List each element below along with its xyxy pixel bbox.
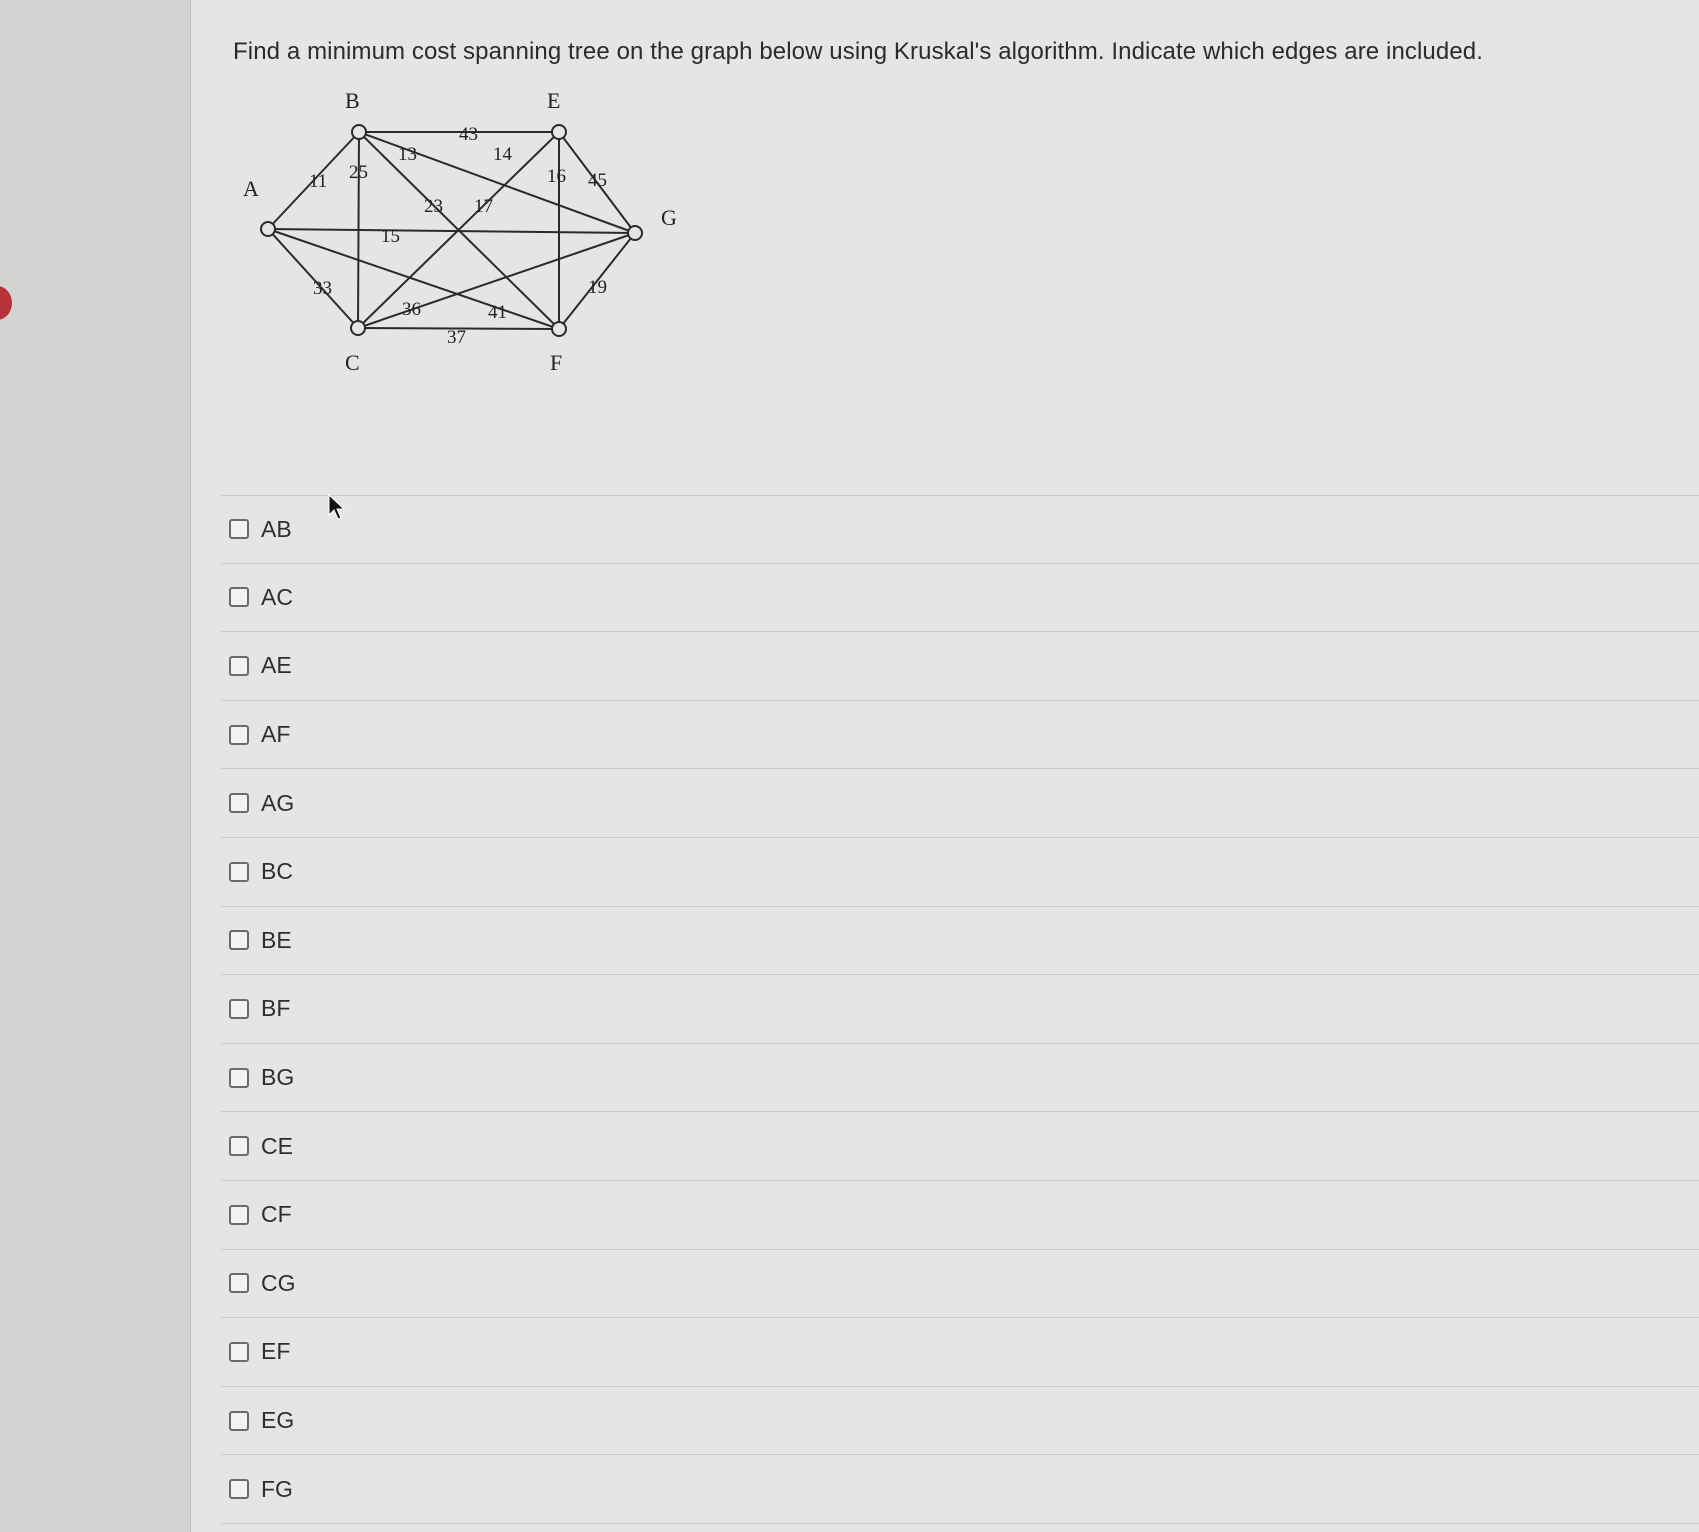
option-ef[interactable] — [221, 1318, 1699, 1387]
option-label: CE — [261, 1132, 293, 1159]
checkbox-ab[interactable] — [229, 519, 249, 539]
left-gutter — [0, 0, 191, 1532]
question-text: Find a minimum cost spanning tree on the graph below using Kruskal's algorithm. Indicate which edges are included. — [233, 38, 1483, 65]
edge-label-45: 45 — [588, 170, 607, 191]
checkbox-ce[interactable] — [229, 1136, 249, 1156]
option-label: AE — [261, 652, 292, 679]
checkbox-cf[interactable] — [229, 1205, 249, 1225]
vertex-A-dot — [261, 222, 275, 236]
checkbox-bc[interactable] — [229, 862, 249, 882]
option-label: CF — [261, 1201, 292, 1228]
option-label: BE — [261, 926, 292, 953]
option-eg[interactable] — [221, 1387, 1699, 1456]
edge-label-43: 43 — [459, 124, 478, 145]
graph-diagram — [231, 80, 911, 400]
option-ab[interactable] — [221, 495, 1699, 564]
checkbox-ef[interactable] — [229, 1342, 249, 1362]
mouse-cursor-icon — [328, 494, 346, 520]
option-be[interactable] — [221, 907, 1699, 976]
checkbox-eg[interactable] — [229, 1411, 249, 1431]
option-ce[interactable] — [221, 1112, 1699, 1181]
edge-label-41: 41 — [488, 302, 507, 323]
vertex-G-dot — [628, 226, 642, 240]
option-fg[interactable] — [221, 1455, 1699, 1524]
edge-label-14: 14 — [493, 144, 512, 165]
option-label: EG — [261, 1407, 295, 1434]
edge-label-36: 36 — [402, 299, 421, 320]
vertex-label-A: A — [243, 176, 259, 201]
checkbox-be[interactable] — [229, 930, 249, 950]
checkbox-bg[interactable] — [229, 1068, 249, 1088]
option-bc[interactable] — [221, 838, 1699, 907]
option-label: CG — [261, 1269, 296, 1296]
option-label: AG — [261, 789, 295, 816]
option-ac[interactable] — [221, 564, 1699, 633]
edge-label-17: 17 — [474, 196, 493, 217]
checkbox-ag[interactable] — [229, 793, 249, 813]
question-panel — [191, 0, 1699, 1532]
option-label: AC — [261, 583, 293, 610]
option-af[interactable] — [221, 701, 1699, 770]
checkbox-ac[interactable] — [229, 587, 249, 607]
checkbox-cg[interactable] — [229, 1273, 249, 1293]
edge-label-15: 15 — [381, 226, 400, 247]
vertex-B-dot — [352, 125, 366, 139]
option-bf[interactable] — [221, 975, 1699, 1044]
edge-AG — [268, 229, 635, 233]
option-label: AF — [261, 721, 291, 748]
edge-label-23: 23 — [424, 196, 443, 217]
checkbox-af[interactable] — [229, 725, 249, 745]
option-ag[interactable] — [221, 769, 1699, 838]
red-marker-dot — [0, 286, 12, 320]
vertex-E-dot — [552, 125, 566, 139]
vertex-F-dot — [552, 322, 566, 336]
option-cg[interactable] — [221, 1250, 1699, 1319]
checkbox-bf[interactable] — [229, 999, 249, 1019]
edge-label-19: 19 — [588, 277, 607, 298]
edge-label-37: 37 — [447, 327, 466, 348]
option-ae[interactable] — [221, 632, 1699, 701]
checkbox-fg[interactable] — [229, 1479, 249, 1499]
vertex-label-F: F — [550, 350, 563, 375]
vertex-label-B: B — [345, 88, 360, 113]
option-label: FG — [261, 1475, 293, 1502]
vertex-label-E: E — [547, 88, 561, 113]
option-bg[interactable] — [221, 1044, 1699, 1113]
option-label: EF — [261, 1338, 291, 1365]
vertex-C-dot — [351, 321, 365, 335]
edge-options-list — [221, 495, 1699, 1524]
edge-label-33: 33 — [313, 278, 332, 299]
edge-label-11: 11 — [309, 171, 328, 192]
vertex-label-G: G — [661, 205, 677, 230]
vertex-label-C: C — [345, 350, 360, 375]
edge-label-25: 25 — [349, 162, 368, 183]
checkbox-ae[interactable] — [229, 656, 249, 676]
edge-label-13: 13 — [398, 144, 417, 165]
option-label: AB — [261, 515, 292, 542]
edge-label-16: 16 — [547, 166, 566, 187]
option-label: BC — [261, 858, 293, 885]
option-cf[interactable] — [221, 1181, 1699, 1250]
option-label: BG — [261, 1064, 295, 1091]
option-label: BF — [261, 995, 291, 1022]
